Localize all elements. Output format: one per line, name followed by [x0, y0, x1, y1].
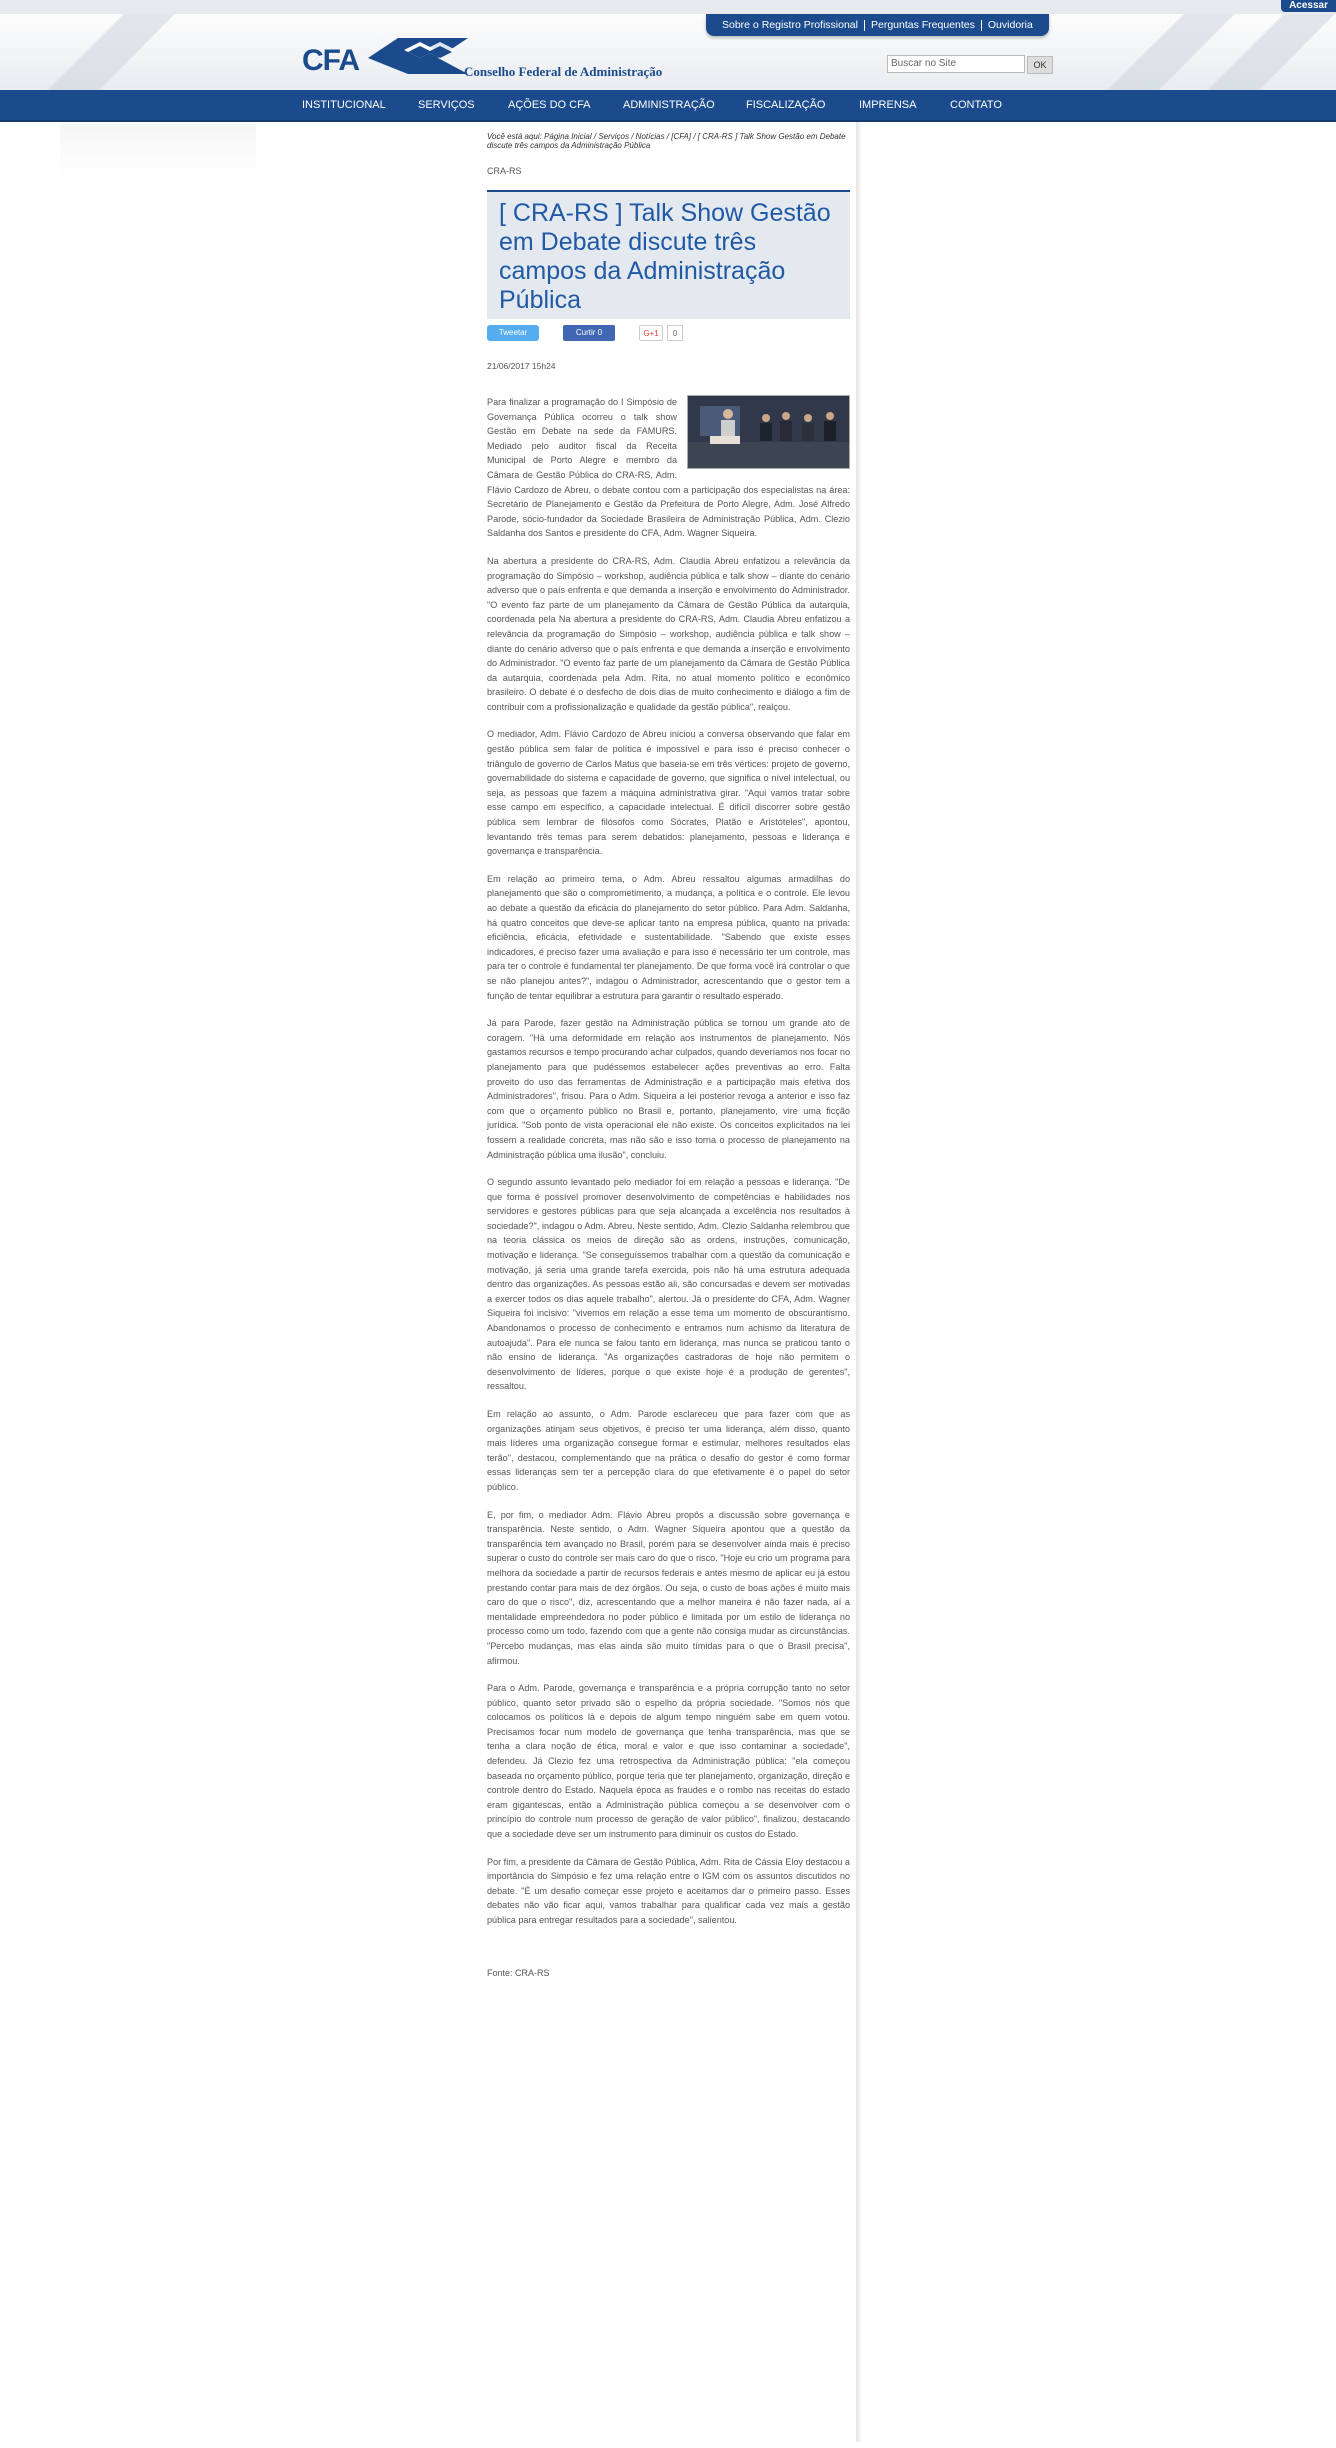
- utility-bar: [0, 0, 1336, 14]
- article-paragraph: Em relação ao primeiro tema, o Adm. Abreu ressaltou algumas armadilhas do planejamento que são o comprometimento, a mudança, a política e o controle. Ele levou ao debate a questão da eficácia do planejamento do setor público. Para Adm. Saldanha, há quatro conceitos que deve-se aplicar tanto na empresa pública, quanto na privada: eficiência, eficácia, efetividade e sustentabilidade. "Sabendo que existe esses indicadores, é preciso fazer uma avaliação e para isso é necessário ter um controle, mas para ter o controle é fundamental ter planejamento. De que forma você irá controlar o que se não planejou antes?", indagou o Administrador, acrescentando que o gestor tem a função de tentar equilibrar a estrutura para garantir o resultado esperado.: [487, 873, 850, 1001]
- article-body: [487, 395, 850, 1928]
- header-decoration: [1180, 14, 1336, 90]
- logo-mark-icon: [368, 36, 468, 76]
- article-column: [487, 132, 850, 1978]
- article-source: Fonte: CRA-RS: [487, 1967, 550, 1978]
- top-link-faq[interactable]: Perguntas Frequentes: [870, 19, 975, 31]
- article-paragraph: Por fim, a presidente da Câmara de Gestão Pública, Adm. Rita de Cássia Eloy destacou a importância do Simpósio e fez uma relação entre o IGM com os assuntos discutidos no debate. "É um desafio começar esse projeto e aceitamos dar o primeiro passo. Esses debates não vão ficar aqui, vamos trabalhar para qualificar cada vez mais a gestão pública para entregar resultados para a sociedade", salientou.: [487, 1856, 850, 1925]
- article-title-box: [487, 190, 850, 319]
- main-nav: [0, 90, 1336, 122]
- top-link-ouvidoria[interactable]: Ouvidoria: [987, 19, 1033, 31]
- article-paragraph: Para o Adm. Parode, governança e transparência e a própria corrupção tanto no setor público, quanto setor privado são o espelho da própria sociedade. "Somos nós que colocamos os políticos lá e depois de algum tempo ninguém sabe em quem votou. Precisamos focar num modelo de governança que tenha transparência, mas que se tenha a clara noção de ética, moral e valor e que isso contaminar a sociedade", defendeu. Já Clezio fez uma retrospectiva da Administração pública: "ela começou baseada no orçamento público, porque teria que ter planejamento, organização, direção e controle dentro do Estado. Naquela época as fraudes e o rombo nas receitas do estado eram gigantescas, então a Administração pública começou a se desenvolver com o princípio do controle num processo de geração de valor público", finalizou, destacando que a sociedade deve ser um instrumento para diminuir os custos do Estado.: [487, 1683, 850, 1840]
- article-paragraph: O mediador, Adm. Flávio Cardozo de Abreu iniciou a conversa observando que falar em gestão pública sem falar de política é impossível e para isso é preciso conhecer o triângulo de governo de Carlos Matus que baseia-se em três vértices: projeto de governo, governabilidade do sistema e capacidade de governo, que significa o nível intelectual, ou seja, as pessoas que fazem a máquina administrativa girar. "Aqui vamos tratar sobre esse campo em específico, a capacidade intelectual. É difícil discorrer sobre gestão pública sem lembrar de filósofos como Sócrates, Platão e Aristóteles", apontou, levantando três temas para serem debatidos: planejamento, pessoas e liderança e governança e transparência.: [487, 729, 850, 857]
- article-title: [ CRA-RS ] Talk Show Gestão em Debate discute três campos da Administração Pública: [499, 199, 831, 314]
- search-input[interactable]: Buscar no Site: [887, 55, 1025, 73]
- article-paragraph: Na abertura a presidente do CRA-RS, Adm. Claudia Abreu enfatizou a relevância da programação do Simpósio – workshop, audiência pública e talk show – diante do cenário adverso que o país enfrenta e que demanda a inserção e envolvimento do Administrador. "O evento faz parte de um planejamento da Câmara de Gestão Pública da autarquia, coordenada pela Na abertura a presidente do CRA-RS, Adm. Claudia Abreu enfatizou a relevância da programação do Simpósio – workshop, audiência pública e talk show – diante do cenário adverso que o país enfrenta e que demanda a inserção e envolvimento do Administrador. "O evento faz parte de um planejamento da Câmara de Gestão Pública da autarquia, coordenada pela Adm. Rita, no atual momento político e econômico brasileiro. O debate é o desfecho de dois dias de muito conhecimento e diálogo a fim de contribuir com a profissionalização e qualidade da gestão pública", realçou.: [487, 555, 850, 712]
- site-logo[interactable]: [302, 36, 702, 80]
- nav-institucional[interactable]: INSTITUCIONAL: [302, 99, 386, 111]
- article-paragraph: Em relação ao assunto, o Adm. Parode esclareceu que para fazer com que as organizações atinjam seus objetivos, é preciso ter uma liderança, além disso, quanto mais líderes uma organização consegue formar e estimular, melhores resultados elas terão", destacou, complementando que na prática o desafio do gestor é como formar essas lideranças sem ter a percepção clara do que efetivamente é o papel do setor público.: [487, 1409, 850, 1492]
- google-plus-button[interactable]: G+1: [639, 325, 663, 341]
- article-paragraph: Já para Parode, fazer gestão na Administração pública se tornou um grande ato de coragem. "Há uma deformidade em relação aos instrumentos de planejamento. Nós gastamos recursos e tempo procurando achar culpados, quando deveríamos nos focar no planejamento para que pudéssemos estabelecer ações preventivas ao erro. Falta proveito do uso das ferramentas de Administração e a participação mais efetiva dos Administradores", frisou. Para o Adm. Siqueira a lei posterior revoga a anterior e isso faz com que o orçamento público no Brasil e, portanto, planejamento, vire uma ficção jurídica. "Sob ponto de vista operacional ele não existe. Os conceitos explicitados na lei fossem a realidade concreta, mas não são e isso torna o processo de planejamento na Administração pública uma ilusão", concluiu.: [487, 1018, 850, 1160]
- logo-abbr: CFA: [302, 44, 359, 77]
- nav-servicos[interactable]: SERVIÇOS: [418, 99, 475, 111]
- article-paragraph: O segundo assunto levantado pelo mediador foi em relação a pessoas e liderança. "De que forma é possível promover desenvolvimento de competências e habilidades nos servidores e gestores públicas para que seja alcançada a excelência nos resultados à sociedade?", indagou o Adm. Abreu. Neste sentido, Adm. Clezio Saldanha relembrou que na teoria clássica os meios de direção são as ordens, instruções, comunicação, motivação e liderança. "Se conseguíssemos trabalhar com a questão da comunicação e motivação, já seria uma grande tarefa exercida, pois não há uma estrutura adequada dentro das organizações. As pessoas estão ali, são concursadas e devem ser motivadas a exercer todos os dias aquele trabalho", alertou. Já o presidente do CFA, Adm. Wagner Siqueira foi incisivo: "vivemos em relação a esse tema um momento de obscurantismo. Abandonamos o processo de conhecimento e entramos num achismo da literatura de autoajuda". Para ele nunca se falou tanto em liderança, mas nunca se praticou tanto o não ensino de liderança. "As organizações castradoras de hoje não permitem o desenvolvimento de líderes, porque o que existe hoje é a produção de gerentes", ressaltou.: [487, 1177, 850, 1392]
- article-category: CRA-RS: [487, 166, 522, 176]
- search-ok-button[interactable]: OK: [1027, 56, 1053, 74]
- publish-date: 21/06/2017 15h24: [487, 361, 556, 371]
- article-paragraph: Para finalizar a programação do I Simpósio de Governança Pública ocorreu o talk show Gestão em Debate na sede da FAMURS. Mediado pelo auditor fiscal da Receita Municipal de Porto Alegre e membro da Câmara de Gestão Pública do CRA-RS, Adm. Flávio Cardozo de Abreu, o debate contou com a participação dos especialistas na área: Secretário de Planejamento e Gestão da Prefeitura de Porto Alegre, Adm. José Alfredo Parode, sócio-fundador da Sociedade Brasileira de Administração Pública, Adm. Clezio Saldanha dos Santos e presidente do CFA, Adm. Wagner Siqueira.: [487, 397, 850, 539]
- article-photo: [687, 395, 850, 469]
- article-paragraph: E, por fim, o mediador Adm. Flávio Abreu propôs a discussão sobre governança e transparência. Neste sentido, o Adm. Wagner Siqueira apontou que a questão da transparência tem avançado no Brasil, porém para se desenvolver ainda mais é preciso superar o custo do controle ser mais caro do que o risco. "Hoje eu crio um programa para melhora da sociedade a partir de recursos federais e antes mesmo de aplicar eu já estou prestando contar para mais de dez órgãos. Ou seja, o custo de boas ações é muito mais caro do que o risco", diz, acrescentando que a melhor maneira é não fazer nada, aí a mentalidade empreendedora no poder público é limitada por um estilo de liderança no processo como um todo, fazendo com que a gente não consiga mudar as circunstâncias. "Percebo mudanças, mas elas ainda são muito tímidas para o que o Brasil precisa", afirmou.: [487, 1509, 850, 1666]
- nav-administracao[interactable]: ADMINISTRAÇÃO: [623, 99, 715, 111]
- nav-fiscalizacao[interactable]: FISCALIZAÇÃO: [746, 99, 826, 111]
- nav-contato[interactable]: CONTATO: [950, 99, 1002, 111]
- sidebar-placeholder: [60, 124, 256, 180]
- content-shadow: [856, 122, 862, 2442]
- nav-acoes-do-cfa[interactable]: AÇÕES DO CFA: [508, 99, 591, 111]
- tweet-button[interactable]: Tweetar: [487, 325, 539, 341]
- acessar-button[interactable]: Acessar: [1281, 0, 1336, 12]
- breadcrumb[interactable]: Você está aqui: Página Inicial / Serviços / Notícias / [CFA] / [ CRA-RS ] Talk Show Gestão em Debate discute três campos da Administração Pública: [487, 132, 846, 150]
- top-link-registro[interactable]: Sobre o Registro Profissional: [722, 19, 858, 31]
- top-links: [706, 14, 1049, 36]
- talk-show-photo-image: [688, 396, 849, 468]
- site-search: [887, 55, 1047, 73]
- social-buttons: [487, 325, 850, 341]
- logo-name: Conselho Federal de Administração: [464, 64, 663, 79]
- nav-imprensa[interactable]: IMPRENSA: [859, 99, 917, 111]
- google-plus-count: 0: [667, 325, 683, 341]
- facebook-like-button[interactable]: Curtir 0: [563, 325, 615, 341]
- header-decoration: [20, 14, 200, 90]
